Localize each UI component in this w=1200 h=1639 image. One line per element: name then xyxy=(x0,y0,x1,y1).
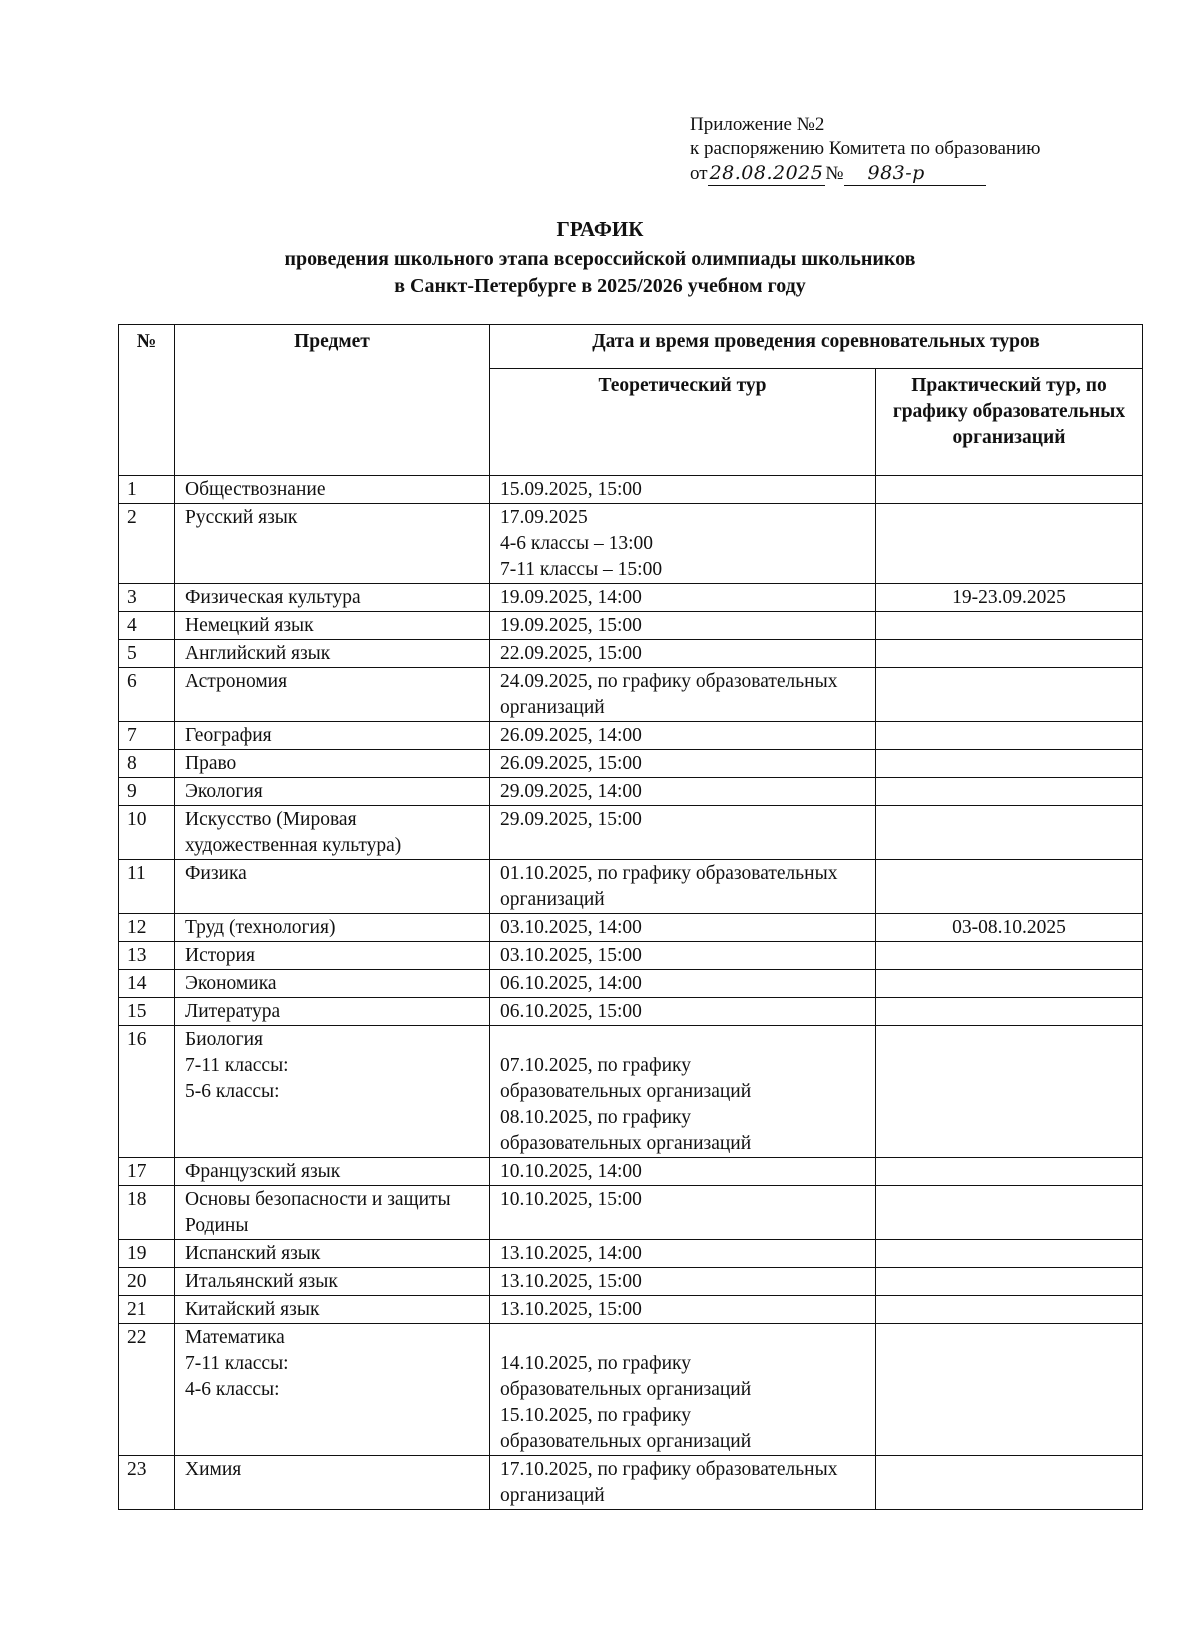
row-number: 22 xyxy=(119,1324,175,1456)
table-row xyxy=(119,722,1143,750)
table-row xyxy=(119,1456,1143,1510)
table-row xyxy=(119,750,1143,778)
row-practice-date xyxy=(876,1240,1143,1268)
row-number: 13 xyxy=(119,942,175,970)
row-practice-date: 19-23.09.2025 xyxy=(876,584,1143,612)
row-number: 1 xyxy=(119,476,175,504)
row-practice-date xyxy=(876,640,1143,668)
table-row xyxy=(119,970,1143,998)
header-number: № xyxy=(119,325,175,476)
row-theory-date xyxy=(490,1456,876,1510)
document-title xyxy=(0,216,1200,300)
row-number: 21 xyxy=(119,1296,175,1324)
row-theory-date xyxy=(490,914,876,942)
row-practice-date xyxy=(876,1158,1143,1186)
theory-date-text: 06.10.2025, 15:00 xyxy=(500,1001,642,1022)
table-row xyxy=(119,640,1143,668)
header-practice: Практический тур, по графику образовательных организаций xyxy=(876,369,1143,476)
row-practice-date xyxy=(876,942,1143,970)
row-number: 12 xyxy=(119,914,175,942)
schedule-table xyxy=(118,324,1143,1510)
theory-date-text: 15.09.2025, 15:00 xyxy=(500,479,642,500)
table-row xyxy=(119,1296,1143,1324)
row-theory-date xyxy=(490,1240,876,1268)
theory-date-text: 10.10.2025, 14:00 xyxy=(500,1161,642,1182)
theory-date-text: 06.10.2025, 14:00 xyxy=(500,973,642,994)
theory-date-text: 22.09.2025, 15:00 xyxy=(500,643,642,664)
title-subtitle-line2: в Санкт-Петербурге в 2025/2026 учебном году xyxy=(394,275,806,297)
row-number: 23 xyxy=(119,1456,175,1510)
row-subject: Итальянский язык xyxy=(175,1268,490,1296)
row-number: 5 xyxy=(119,640,175,668)
row-subject: Основы безопасности и защиты Родины xyxy=(175,1186,490,1240)
row-subject: Обществознание xyxy=(175,476,490,504)
table-body xyxy=(119,476,1143,1510)
row-practice-date xyxy=(876,504,1143,584)
row-practice-date xyxy=(876,970,1143,998)
row-theory-date xyxy=(490,778,876,806)
row-theory-date xyxy=(490,942,876,970)
row-practice-date xyxy=(876,806,1143,860)
row-theory-date xyxy=(490,1158,876,1186)
row-subject: Право xyxy=(175,750,490,778)
row-practice-date xyxy=(876,612,1143,640)
table-row xyxy=(119,1240,1143,1268)
theory-date-text: 29.09.2025, 14:00 xyxy=(500,781,642,802)
row-number: 4 xyxy=(119,612,175,640)
row-subject: Литература xyxy=(175,998,490,1026)
row-practice-date xyxy=(876,1456,1143,1510)
row-number: 11 xyxy=(119,860,175,914)
schedule-table-wrapper xyxy=(118,324,1142,1510)
appendix-block xyxy=(690,113,1170,186)
row-number: 18 xyxy=(119,1186,175,1240)
row-theory-date xyxy=(490,970,876,998)
appendix-title: Приложение №2 xyxy=(690,114,825,135)
theory-date-text: 03.10.2025, 15:00 xyxy=(500,945,642,966)
theory-date-text: 07.10.2025, по графику образовательных организаций 08.10.2025, по графику образовательных организаций xyxy=(500,1055,752,1154)
theory-date-text: 01.10.2025, по графику образовательных организаций xyxy=(500,863,838,910)
number-label: № xyxy=(825,163,844,184)
row-subject: Астрономия xyxy=(175,668,490,722)
table-row xyxy=(119,998,1143,1026)
row-subject: Физическая культура xyxy=(175,584,490,612)
row-number: 19 xyxy=(119,1240,175,1268)
row-number: 6 xyxy=(119,668,175,722)
theory-date-text: 29.09.2025, 15:00 xyxy=(500,809,642,830)
row-number: 3 xyxy=(119,584,175,612)
row-theory-date xyxy=(490,722,876,750)
row-subject: География xyxy=(175,722,490,750)
theory-date-text: 17.10.2025, по графику образовательных организаций xyxy=(500,1459,838,1506)
table-row xyxy=(119,476,1143,504)
row-practice-date: 03-08.10.2025 xyxy=(876,914,1143,942)
row-practice-date xyxy=(876,668,1143,722)
table-row xyxy=(119,1268,1143,1296)
table-row xyxy=(119,806,1143,860)
row-subject: Математика 7-11 классы: 4-6 классы: xyxy=(175,1324,490,1456)
table-row xyxy=(119,1158,1143,1186)
row-number: 16 xyxy=(119,1026,175,1158)
row-practice-date xyxy=(876,1296,1143,1324)
theory-date-text: 24.09.2025, по графику образовательных организаций xyxy=(500,671,838,718)
table-row xyxy=(119,612,1143,640)
appendix-date-number xyxy=(690,161,1170,186)
row-number: 8 xyxy=(119,750,175,778)
theory-date-text: 19.09.2025, 14:00 xyxy=(500,587,642,608)
from-label: от xyxy=(690,163,708,184)
table-row xyxy=(119,504,1143,584)
row-subject: Экономика xyxy=(175,970,490,998)
row-theory-date xyxy=(490,1324,876,1456)
header-theory: Теоретический тур xyxy=(490,369,876,476)
row-practice-date xyxy=(876,998,1143,1026)
row-practice-date xyxy=(876,1026,1143,1158)
header-subject: Предмет xyxy=(175,325,490,476)
appendix-reference: к распоряжению Комитета по образованию xyxy=(690,138,1041,159)
row-subject: История xyxy=(175,942,490,970)
table-row xyxy=(119,1324,1143,1456)
table-row xyxy=(119,1186,1143,1240)
row-subject: Английский язык xyxy=(175,640,490,668)
row-theory-date xyxy=(490,668,876,722)
row-subject: Экология xyxy=(175,778,490,806)
table-row xyxy=(119,942,1143,970)
row-theory-date xyxy=(490,806,876,860)
row-subject: Русский язык xyxy=(175,504,490,584)
row-theory-date xyxy=(490,1186,876,1240)
table-row xyxy=(119,668,1143,722)
row-subject: Испанский язык xyxy=(175,1240,490,1268)
row-practice-date xyxy=(876,1186,1143,1240)
row-number: 17 xyxy=(119,1158,175,1186)
table-row xyxy=(119,778,1143,806)
row-number: 9 xyxy=(119,778,175,806)
row-theory-date xyxy=(490,998,876,1026)
row-practice-date xyxy=(876,750,1143,778)
theory-date-text: 03.10.2025, 14:00 xyxy=(500,917,642,938)
row-subject: Химия xyxy=(175,1456,490,1510)
row-subject: Немецкий язык xyxy=(175,612,490,640)
theory-date-text: 17.09.2025 4-6 классы – 13:00 7-11 классы – 15:00 xyxy=(500,507,663,580)
row-theory-date xyxy=(490,640,876,668)
theory-date-text: 13.10.2025, 15:00 xyxy=(500,1299,642,1320)
theory-date-text: 13.10.2025, 14:00 xyxy=(500,1243,642,1264)
row-number: 15 xyxy=(119,998,175,1026)
theory-date-text: 26.09.2025, 14:00 xyxy=(500,725,642,746)
row-practice-date xyxy=(876,778,1143,806)
row-number: 14 xyxy=(119,970,175,998)
handwritten-date: 28.08.2025 xyxy=(709,162,824,184)
row-theory-date xyxy=(490,860,876,914)
row-practice-date xyxy=(876,1268,1143,1296)
row-subject: Физика xyxy=(175,860,490,914)
row-subject: Биология 7-11 классы: 5-6 классы: xyxy=(175,1026,490,1158)
row-practice-date xyxy=(876,722,1143,750)
table-row xyxy=(119,584,1143,612)
title-subtitle-line1: проведения школьного этапа всероссийской олимпиады школьников xyxy=(284,248,916,270)
header-datetime: Дата и время проведения соревновательных туров xyxy=(490,325,1143,369)
row-subject: Труд (технология) xyxy=(175,914,490,942)
row-subject: Французский язык xyxy=(175,1158,490,1186)
row-practice-date xyxy=(876,1324,1143,1456)
table-row xyxy=(119,1026,1143,1158)
table-header-row xyxy=(119,325,1143,369)
handwritten-number: 983-р xyxy=(844,161,986,186)
row-theory-date xyxy=(490,1296,876,1324)
theory-date-text: 13.10.2025, 15:00 xyxy=(500,1271,642,1292)
theory-date-text: 19.09.2025, 15:00 xyxy=(500,615,642,636)
table-row xyxy=(119,914,1143,942)
row-subject: Искусство (Мировая художественная культура) xyxy=(175,806,490,860)
row-theory-date xyxy=(490,750,876,778)
table-row xyxy=(119,860,1143,914)
title-heading: ГРАФИК xyxy=(556,217,644,241)
row-theory-date xyxy=(490,1026,876,1158)
row-practice-date xyxy=(876,476,1143,504)
row-subject: Китайский язык xyxy=(175,1296,490,1324)
row-theory-date xyxy=(490,504,876,584)
row-practice-date xyxy=(876,860,1143,914)
row-theory-date xyxy=(490,584,876,612)
theory-date-text: 14.10.2025, по графику образовательных организаций 15.10.2025, по графику образовательных организаций xyxy=(500,1353,752,1452)
row-theory-date xyxy=(490,476,876,504)
theory-date-text: 10.10.2025, 15:00 xyxy=(500,1189,642,1210)
row-number: 7 xyxy=(119,722,175,750)
row-theory-date xyxy=(490,1268,876,1296)
row-number: 2 xyxy=(119,504,175,584)
row-number: 20 xyxy=(119,1268,175,1296)
row-number: 10 xyxy=(119,806,175,860)
row-theory-date xyxy=(490,612,876,640)
theory-date-text: 26.09.2025, 15:00 xyxy=(500,753,642,774)
